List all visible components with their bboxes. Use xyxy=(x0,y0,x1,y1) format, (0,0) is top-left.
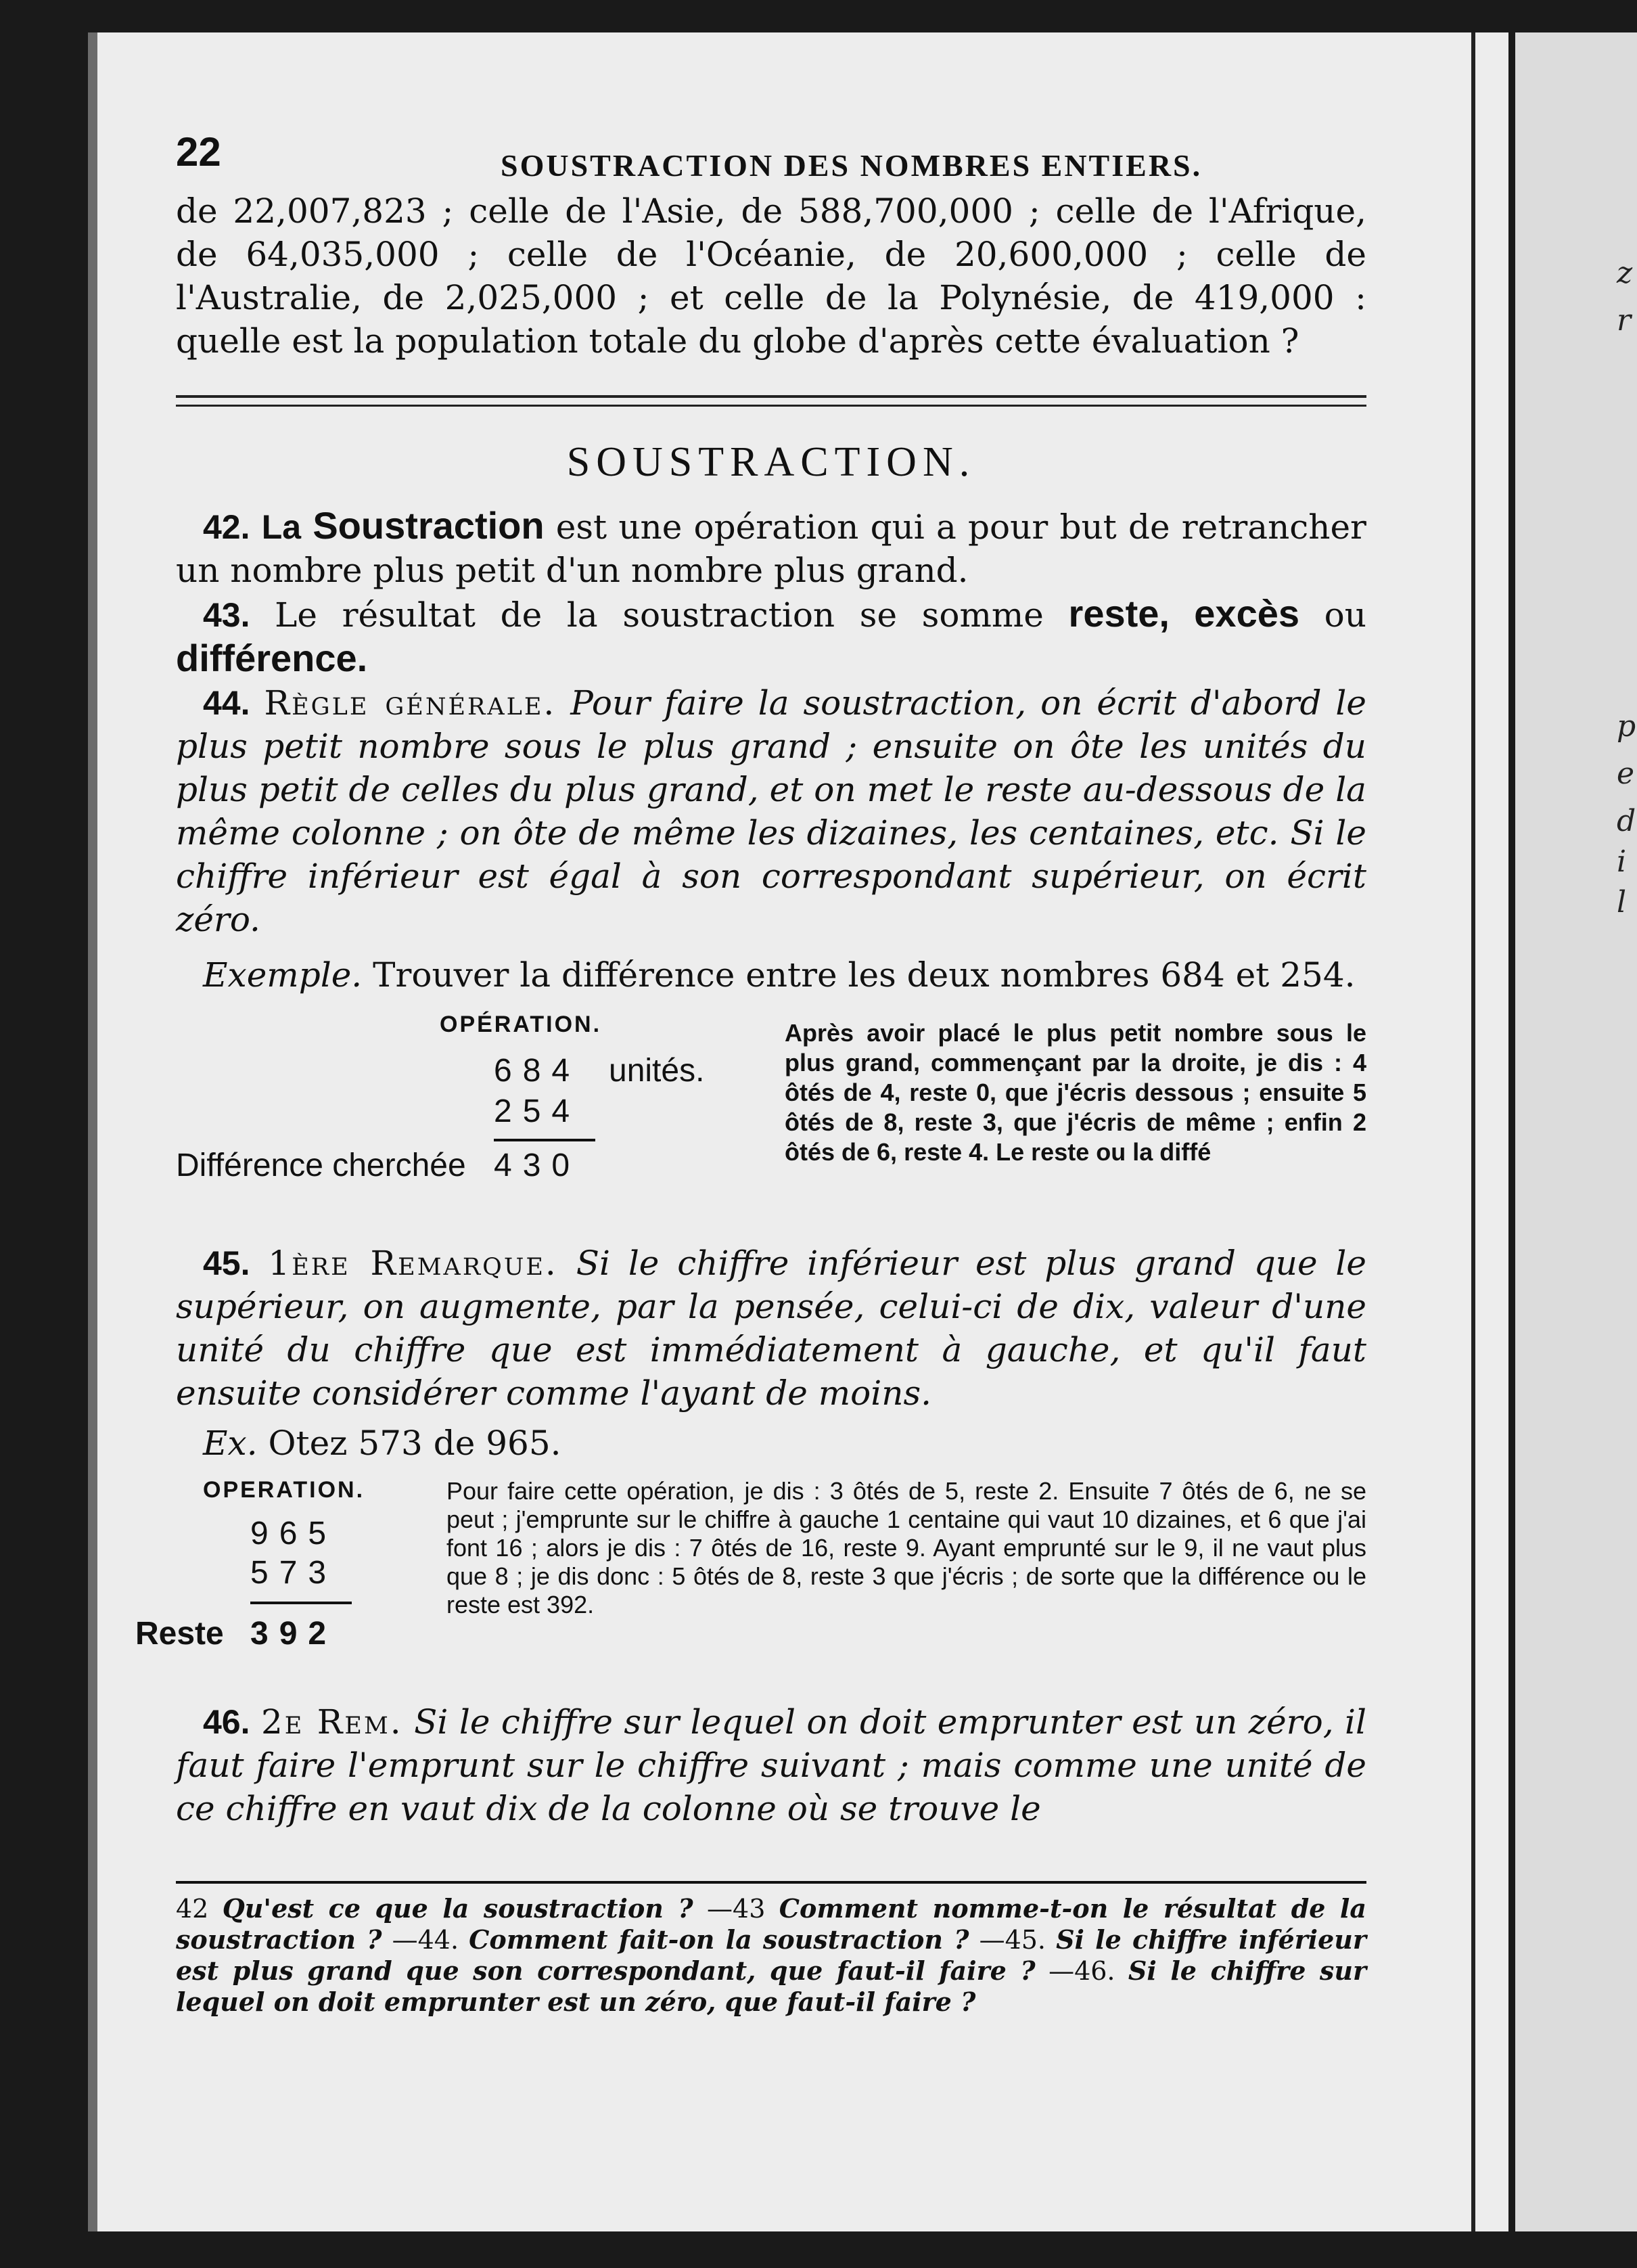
facing-page-edge xyxy=(1515,32,1637,2231)
operation-label: OPERATION. xyxy=(203,1477,365,1503)
example-1-operation xyxy=(176,1012,1366,1242)
paragraph-number: 45. xyxy=(203,1244,250,1282)
running-title: SOUSTRACTION DES NOMBRES ENTIERS. xyxy=(501,148,1203,183)
section-divider xyxy=(176,395,1366,418)
example-2-operation xyxy=(135,1477,1366,1700)
conjunction: ou xyxy=(1324,595,1366,635)
defined-term: Soustraction xyxy=(313,504,545,547)
example-text: Trouver la différence entre les deux nombres 684 et 254. xyxy=(373,955,1356,995)
rule-heading: Règle générale. xyxy=(264,683,557,723)
question: Comment nomme-t-on le résultat de la soustraction ? xyxy=(176,1893,1366,1955)
example-label: Exemple. xyxy=(203,955,363,995)
question: Comment fait-on la soustraction ? xyxy=(469,1924,969,1955)
result: 392 xyxy=(250,1616,338,1652)
page-content xyxy=(135,115,1367,1830)
paragraph-44 xyxy=(176,681,1366,941)
question: Qu'est ce que la soustraction ? xyxy=(222,1893,693,1924)
paragraph-42 xyxy=(176,504,1366,592)
rule-text: Pour faire la soustraction, on écrit d'abord le plus petit nombre sous le plus grand ; ensuite on ôte les unités du plus petit de celles du plus grand, et on met le reste au-dessous de la même colonne ; on ôte de même les dizaines, les centaines, etc. Si le chiffre inférieur est égal à son correspondant supérieur, on écrit zéro. xyxy=(176,683,1366,939)
unit-label: unités. xyxy=(609,1053,705,1089)
result-label: Reste xyxy=(135,1616,224,1652)
page-gutter xyxy=(1471,32,1475,2231)
defined-terms: reste, excès xyxy=(1068,592,1300,635)
facing-page-fragment: e xyxy=(1617,756,1635,791)
running-head xyxy=(176,115,1366,183)
example-text: Otez 573 de 965. xyxy=(268,1424,561,1463)
subtrahend: 254 xyxy=(494,1093,581,1129)
facing-page-fragment: d xyxy=(1617,804,1636,838)
question-number: 42 xyxy=(176,1894,209,1924)
paragraph-number: 44. xyxy=(203,684,250,722)
question: Si le chiffre inférieur est plus grand que son correspondant, que faut-il faire ? xyxy=(176,1924,1366,1986)
paragraph-text: Le résultat de la soustraction se somme xyxy=(275,595,1044,635)
minuend: 684 xyxy=(494,1053,581,1089)
question: Si le chiffre sur lequel on doit emprunter est un zéro, que faut-il faire ? xyxy=(176,1955,1366,2017)
paragraph-46 xyxy=(176,1700,1366,1830)
facing-page-fragment: l xyxy=(1617,885,1627,920)
remark-heading: 1ère Remarque. xyxy=(268,1244,558,1283)
operation-explanation: Pour faire cette opération, je dis : 3 ôtés de 5, reste 2. Ensuite 7 ôtés de 6, ne se peut ; j'emprunte sur le chiffre à gauche 1 centaine qui vaut 10 dizaines, et 6 que j'ai font 16 ; alors je dis : 7 ôtés de 16, reste 9. Ayant emprunté sur le 9, il ne vaut plus que 8 ; je dis donc : 5 ôtés de 8, reste 3 que j'écris ; de sorte que la différence ou le reste est 392. xyxy=(446,1477,1366,1618)
defined-term: différence. xyxy=(176,637,368,679)
sum-line xyxy=(250,1602,352,1604)
question-number: —44. xyxy=(392,1925,459,1955)
example-2-statement xyxy=(176,1422,1366,1465)
paragraph-number: 43. xyxy=(203,596,250,634)
example-label: Ex. xyxy=(203,1424,258,1463)
question-number: —45. xyxy=(979,1925,1046,1955)
difference-label: Différence cherchée xyxy=(176,1148,466,1183)
paragraph-43 xyxy=(176,592,1366,681)
remark-text: Si le chiffre inférieur est plus grand que le supérieur, on augmente, par la pensée, celui-ci de dix, valeur d'une unité du chiffre que est immédiatement à gauche, et qu'il faut ensuite considérer comme l'ayant de moins. xyxy=(176,1244,1366,1413)
facing-page-fragment: z xyxy=(1617,256,1633,290)
question-number: —46. xyxy=(1048,1956,1115,1986)
minuend: 965 xyxy=(250,1516,338,1551)
facing-page-fragment: p xyxy=(1617,709,1636,744)
article: La xyxy=(261,508,302,546)
page-number: 22 xyxy=(176,129,221,175)
remark-heading: 2e Rem. xyxy=(260,1702,403,1742)
difference: 430 xyxy=(494,1148,581,1183)
paragraph-number: 42. xyxy=(203,508,250,546)
previous-exercise-text: de 22,007,823 ; celle de l'Asie, de 588,700,000 ; celle de l'Afrique, de 64,035,000 ; celle de l'Océanie, de 20,600,000 ; celle de l'Australie, de 2,025,000 ; et celle de la Polynésie, de 419,000 : quelle est la population totale du globe d'après cette évaluation ? xyxy=(176,191,1366,361)
paragraph-number: 46. xyxy=(203,1703,250,1741)
operation-explanation: Après avoir placé le plus petit nombre sous le plus grand, commençant par la droite, je dis : 4 ôtés de 4, reste 0, que j'écris dessous ; ensuite 5 ôtés de 8, reste 3, que j'écris de même ; enfin 2 ôtés de 6, reste 4. Le reste ou la diffé xyxy=(785,1019,1366,1166)
remark-text: Si le chiffre sur lequel on doit emprunter est un zéro, il faut faire l'emprunt sur le chiffre suivant ; mais comme une unité de ce chiffre en vaut dix de la colonne où se trouve le xyxy=(176,1702,1367,1828)
facing-page-fragment: r xyxy=(1617,303,1632,338)
footnote-questions xyxy=(176,1881,1366,2018)
definition-text: est une opération qui a pour but de retrancher un nombre plus petit d'un nombre plus grand. xyxy=(176,507,1366,590)
section-title: SOUSTRACTION. xyxy=(566,439,976,485)
facing-page-fragment: i xyxy=(1617,844,1627,879)
example-1-statement xyxy=(176,953,1366,997)
paragraph-45 xyxy=(176,1242,1366,1415)
operation-label: OPÉRATION. xyxy=(440,1012,602,1037)
question-number: —43 xyxy=(707,1894,766,1924)
subtrahend: 573 xyxy=(250,1555,338,1591)
sum-line xyxy=(494,1139,595,1141)
